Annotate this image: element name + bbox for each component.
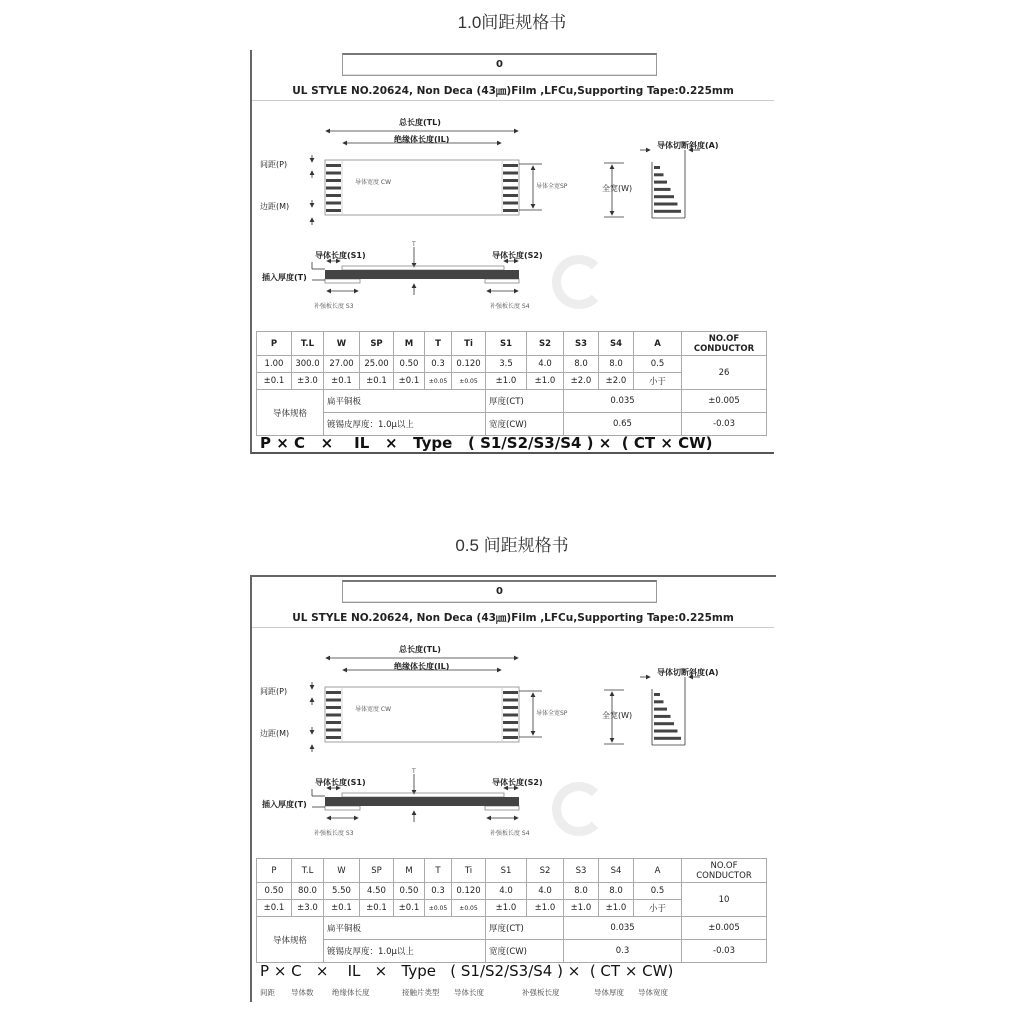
tolerance-cell: ±0.05	[452, 373, 486, 390]
value-cell: 4.0	[527, 356, 564, 373]
spec-tolerance: ±0.005	[682, 390, 767, 413]
col-header: A	[634, 332, 682, 356]
sp-label: 导体全宽SP	[536, 710, 568, 717]
value-cell: 0.3	[425, 883, 452, 900]
tolerance-cell: ±0.1	[257, 373, 292, 390]
tolerance-cell: ±1.0	[527, 373, 564, 390]
col-header: S4	[599, 859, 634, 883]
value-cell: 8.0	[599, 356, 634, 373]
tolerance-cell: ±0.05	[452, 900, 486, 917]
spec-table	[256, 331, 767, 436]
spec-param: 宽度(CW)	[486, 940, 564, 963]
value-cell: 0.120	[452, 883, 486, 900]
tolerance-cell: ±0.1	[360, 900, 394, 917]
tolerance-cell: ±0.1	[324, 373, 360, 390]
spec-desc: 镀锡皮厚度：1.0μ以上	[324, 413, 486, 436]
value-cell: 0.50	[257, 883, 292, 900]
tolerance-cell: ±3.0	[292, 900, 324, 917]
col-header: S3	[564, 332, 599, 356]
tolerance-cell: ±1.0	[486, 373, 527, 390]
il-label: 绝缘体长度(IL)	[394, 662, 450, 671]
value-cell: 0.120	[452, 356, 486, 373]
w-label: 全宽(W)	[602, 184, 633, 193]
col-header: W	[324, 332, 360, 356]
w-label: 全宽(W)	[602, 711, 633, 720]
formula-label: 间距	[260, 988, 275, 997]
s3-label: 补强板长度 S3	[314, 303, 354, 310]
value-cell: 1.00	[257, 356, 292, 373]
page-title: 1.0间距规格书	[457, 13, 567, 32]
tolerance-cell: ±2.0	[564, 373, 599, 390]
tolerance-cell: ±1.0	[527, 900, 564, 917]
value-cell: 5.50	[324, 883, 360, 900]
formula-label: 导体数	[291, 988, 314, 997]
col-header: T	[425, 332, 452, 356]
s2-label: 导体长度(S2)	[492, 778, 543, 787]
margin-label: 边距(M)	[260, 729, 290, 738]
formula-label: 补强板长度	[522, 988, 560, 997]
value-cell: 0.5	[634, 356, 682, 373]
s4-label: 补强板长度 S4	[490, 830, 530, 837]
page-title: 0.5 间距规格书	[455, 536, 569, 555]
s4-label: 补强板长度 S4	[490, 303, 530, 310]
formula-label: 接触片类型	[402, 988, 440, 997]
s2-label: 导体长度(S2)	[492, 251, 543, 260]
col-header: M	[394, 332, 425, 356]
tl-label: 总长度(TL)	[399, 118, 441, 127]
spec-sheet	[250, 50, 774, 454]
pitch-label: 间距(P)	[260, 687, 288, 696]
value-row	[257, 883, 767, 900]
spec-sheet	[250, 575, 776, 1002]
subtitle: UL STYLE NO.20624, Non Deca (43㎛)Film ,LFCu,Supporting Tape:0.225mm	[292, 85, 734, 97]
value-box: 0	[342, 580, 657, 603]
tolerance-cell: ±0.1	[257, 900, 292, 917]
value-cell: 0.5	[634, 883, 682, 900]
tolerance-cell: ±2.0	[599, 373, 634, 390]
value-box: 0	[342, 53, 657, 76]
col-header: NO.OF CONDUCTOR	[682, 859, 767, 883]
col-header: Ti	[452, 859, 486, 883]
col-header: M	[394, 859, 425, 883]
tolerance-cell: ±1.0	[564, 900, 599, 917]
tolerance-cell: ±0.05	[425, 373, 452, 390]
col-header: S4	[599, 332, 634, 356]
cable-diagram	[252, 577, 774, 857]
col-header: NO.OF CONDUCTOR	[682, 332, 767, 356]
value-cell: 27.00	[324, 356, 360, 373]
tolerance-cell: ±0.05	[425, 900, 452, 917]
value-cell: 4.0	[486, 883, 527, 900]
s3-label: 补强板长度 S3	[314, 830, 354, 837]
value-cell: 3.5	[486, 356, 527, 373]
t-label: 插入厚度(T)	[262, 273, 307, 282]
spec-desc: 扁平铜板	[324, 917, 486, 940]
value-cell: 8.0	[564, 356, 599, 373]
spec-table	[256, 858, 767, 963]
formula-label: 绝缘体长度	[332, 988, 370, 997]
conductor-spec-row	[257, 940, 767, 963]
col-header: S2	[527, 332, 564, 356]
tolerance-cell: ±3.0	[292, 373, 324, 390]
tolerance-cell: ±1.0	[486, 900, 527, 917]
value-cell: 300.0	[292, 356, 324, 373]
spec-tolerance: -0.03	[682, 940, 767, 963]
part-number-formula: P × C × IL × Type ( S1/S2/S3/S4 ) × ( CT × CW)	[260, 962, 674, 980]
value-row	[257, 356, 767, 373]
conductor-spec-row	[257, 413, 767, 436]
a-label: 导体切断斜度(A)	[657, 668, 719, 677]
value-cell: 4.0	[527, 883, 564, 900]
col-header: A	[634, 859, 682, 883]
col-header: S1	[486, 332, 527, 356]
col-header: S2	[527, 859, 564, 883]
spec-value: 0.035	[564, 390, 682, 413]
value-cell: 4.50	[360, 883, 394, 900]
tl-label: 总长度(TL)	[399, 645, 441, 654]
col-header: SP	[360, 859, 394, 883]
col-header: T.L	[292, 859, 324, 883]
conductor-count: 26	[682, 356, 767, 390]
value-cell: 80.0	[292, 883, 324, 900]
spec-label: 导体规格	[257, 390, 324, 436]
conductor-count: 10	[682, 883, 767, 917]
conductor-spec-row	[257, 390, 767, 413]
tolerance-cell: 小于	[634, 373, 682, 390]
spec-value: 0.65	[564, 413, 682, 436]
value-cell: 0.3	[425, 356, 452, 373]
t-mark: T	[412, 768, 416, 775]
tolerance-cell: ±1.0	[599, 900, 634, 917]
formula-label: 导体长度	[454, 988, 484, 997]
tolerance-cell: ±0.1	[360, 373, 394, 390]
a-label: 导体切断斜度(A)	[657, 141, 719, 150]
spec-value: 0.035	[564, 917, 682, 940]
value-cell: 25.00	[360, 356, 394, 373]
tolerance-cell: ±0.1	[324, 900, 360, 917]
conductor-spec-row	[257, 917, 767, 940]
t-label: 插入厚度(T)	[262, 800, 307, 809]
col-header: Ti	[452, 332, 486, 356]
value-cell: 8.0	[599, 883, 634, 900]
cw-label: 导体宽度 CW	[355, 179, 392, 186]
col-header: SP	[360, 332, 394, 356]
header-row	[257, 859, 767, 883]
tolerance-cell: ±0.1	[394, 373, 425, 390]
margin-label: 边距(M)	[260, 202, 290, 211]
s1-label: 导体长度(S1)	[315, 251, 366, 260]
cable-diagram	[252, 50, 774, 330]
part-number-formula: P × C × IL × Type ( S1/S2/S3/S4 ) × ( CT × CW)	[260, 434, 713, 452]
sp-label: 导体全宽SP	[536, 183, 568, 190]
formula-label: 导体厚度	[594, 988, 624, 997]
tolerance-cell: ±0.1	[394, 900, 425, 917]
spec-value: 0.3	[564, 940, 682, 963]
tolerance-cell: 小于	[634, 900, 682, 917]
value-cell: 0.50	[394, 356, 425, 373]
value-cell: 8.0	[564, 883, 599, 900]
spec-param: 厚度(CT)	[486, 390, 564, 413]
col-header: S3	[564, 859, 599, 883]
formula-label: 导体宽度	[638, 988, 668, 997]
col-header: P	[257, 859, 292, 883]
col-header: W	[324, 859, 360, 883]
spec-label: 导体规格	[257, 917, 324, 963]
spec-param: 宽度(CW)	[486, 413, 564, 436]
spec-tolerance: ±0.005	[682, 917, 767, 940]
il-label: 绝缘体长度(IL)	[394, 135, 450, 144]
pitch-label: 间距(P)	[260, 160, 288, 169]
spec-param: 厚度(CT)	[486, 917, 564, 940]
spec-tolerance: -0.03	[682, 413, 767, 436]
t-mark: T	[412, 241, 416, 248]
header-row	[257, 332, 767, 356]
value-cell: 0.50	[394, 883, 425, 900]
subtitle: UL STYLE NO.20624, Non Deca (43㎛)Film ,LFCu,Supporting Tape:0.225mm	[292, 612, 734, 624]
col-header: T.L	[292, 332, 324, 356]
cw-label: 导体宽度 CW	[355, 706, 392, 713]
col-header: P	[257, 332, 292, 356]
s1-label: 导体长度(S1)	[315, 778, 366, 787]
col-header: T	[425, 859, 452, 883]
spec-desc: 扁平铜板	[324, 390, 486, 413]
col-header: S1	[486, 859, 527, 883]
spec-desc: 镀锡皮厚度：1.0μ以上	[324, 940, 486, 963]
